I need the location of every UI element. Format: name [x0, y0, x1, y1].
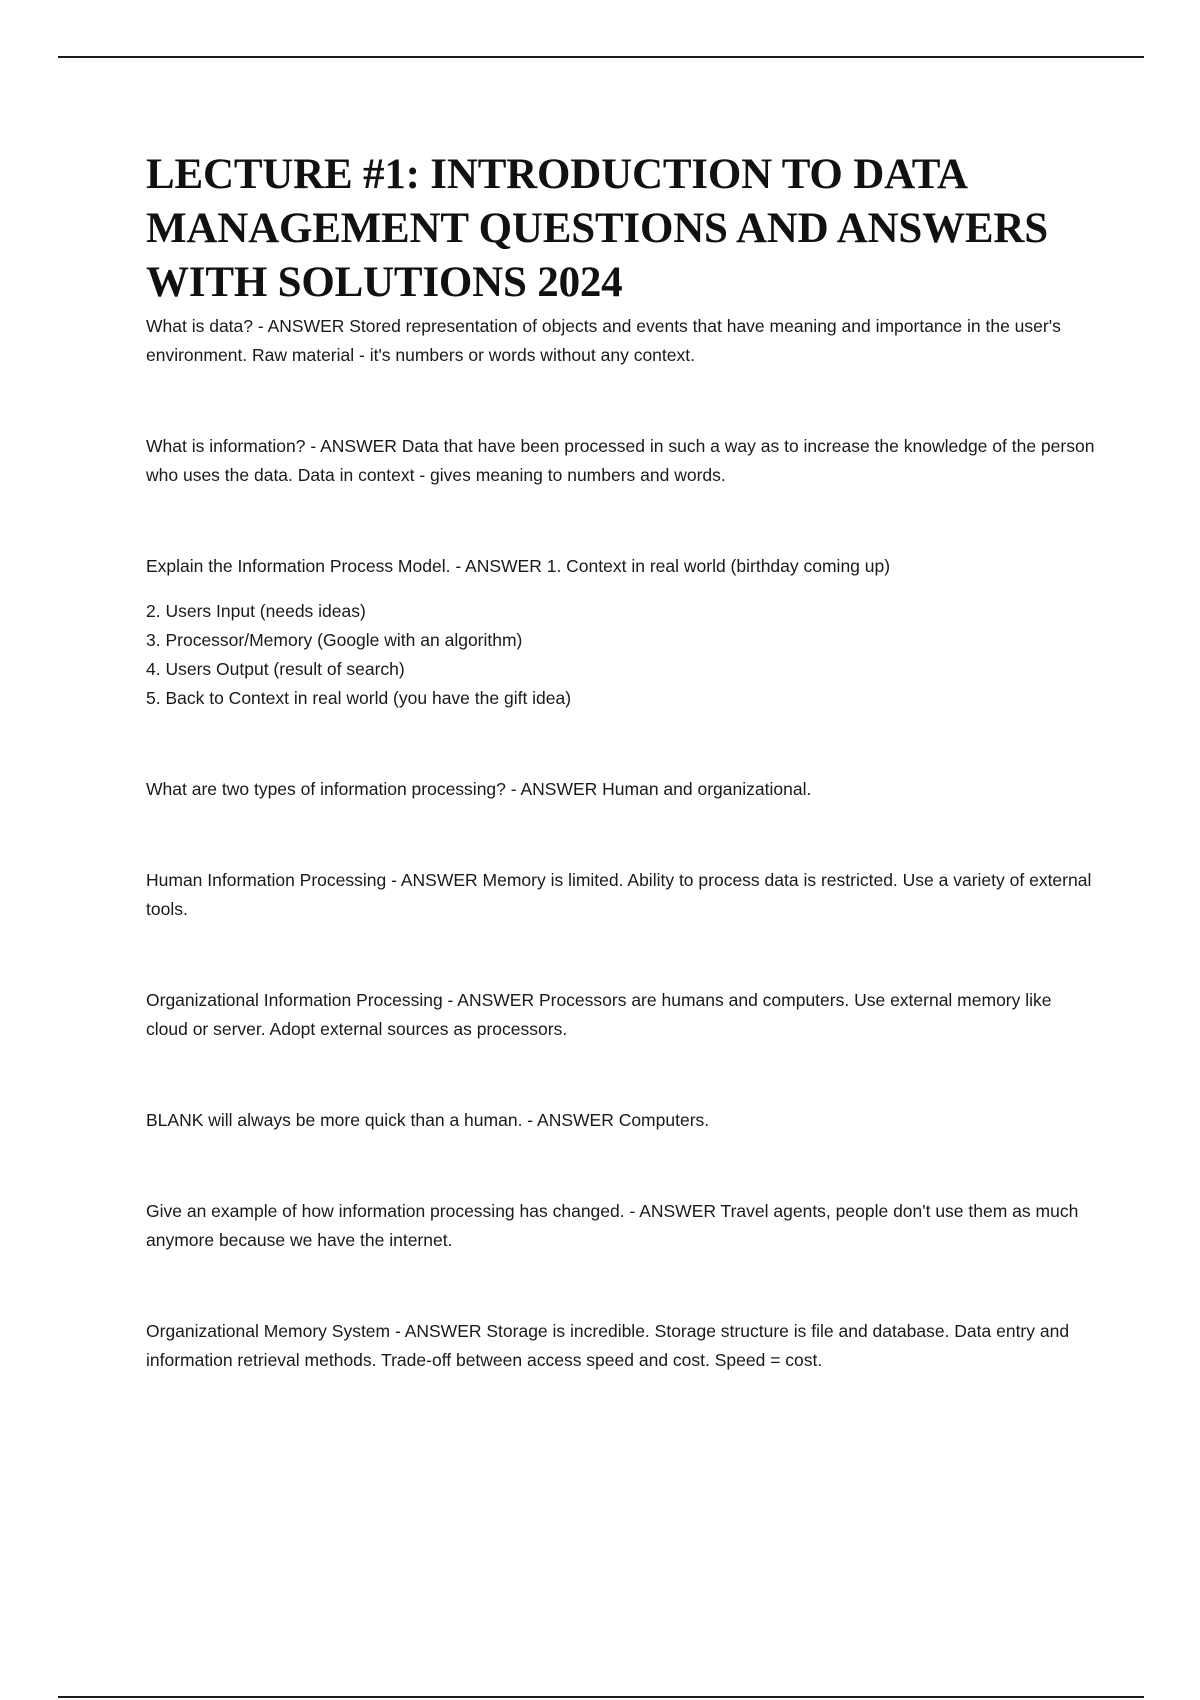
document-body	[146, 148, 1096, 1437]
qa-item-process-model	[146, 552, 1096, 713]
qa-list	[146, 312, 1096, 1375]
qa-item-human-processing	[146, 866, 1096, 924]
qa-item-data	[146, 312, 1096, 370]
qa-item-organizational-processing	[146, 986, 1096, 1044]
qa-text: Explain the Information Process Model. - ANSWER 1. Context in real world (birthday coming up)	[146, 556, 891, 576]
qa-item-memory-system	[146, 1317, 1096, 1375]
top-rule	[58, 56, 1144, 58]
qa-text: Human Information Processing - ANSWER Memory is limited. Ability to process data is restricted. Use a variety of external tools.	[146, 870, 1092, 919]
qa-text: Organizational Memory System - ANSWER Storage is incredible. Storage structure is file and database. Data entry and information retrieval methods. Trade-off between access speed and cost. Speed = cost.	[146, 1321, 1070, 1370]
qa-text: What are two types of information processing? - ANSWER Human and organizational.	[146, 779, 812, 799]
bottom-rule	[58, 1696, 1144, 1698]
qa-item-processing-types	[146, 775, 1096, 804]
qa-text: What is information? - ANSWER Data that have been processed in such a way as to increase the knowledge of the person who uses the data. Data in context - gives meaning to numbers and words.	[146, 436, 1095, 485]
qa-text: Organizational Information Processing - ANSWER Processors are humans and computers. Use external memory like cloud or server. Adopt external sources as processors.	[146, 990, 1052, 1039]
qa-item-blank-computers	[146, 1106, 1096, 1135]
qa-text: What is data? - ANSWER Stored representation of objects and events that have meaning and importance in the user's environment. Raw material - it's numbers or words without any context.	[146, 316, 1061, 365]
process-step: 2. Users Input (needs ideas)	[146, 601, 366, 621]
process-step: 3. Processor/Memory (Google with an algorithm)	[146, 630, 523, 650]
qa-item-information	[146, 432, 1096, 490]
qa-text: BLANK will always be more quick than a human. - ANSWER Computers.	[146, 1110, 710, 1130]
document-title: LECTURE #1: INTRODUCTION TO DATA MANAGEMENT QUESTIONS AND ANSWERS WITH SOLUTIONS 2024	[146, 151, 1048, 306]
process-step: 4. Users Output (result of search)	[146, 659, 405, 679]
process-step: 5. Back to Context in real world (you have the gift idea)	[146, 688, 572, 708]
qa-item-processing-changed	[146, 1197, 1096, 1255]
qa-text: Give an example of how information processing has changed. - ANSWER Travel agents, people don't use them as much anymore because we have the internet.	[146, 1201, 1079, 1250]
